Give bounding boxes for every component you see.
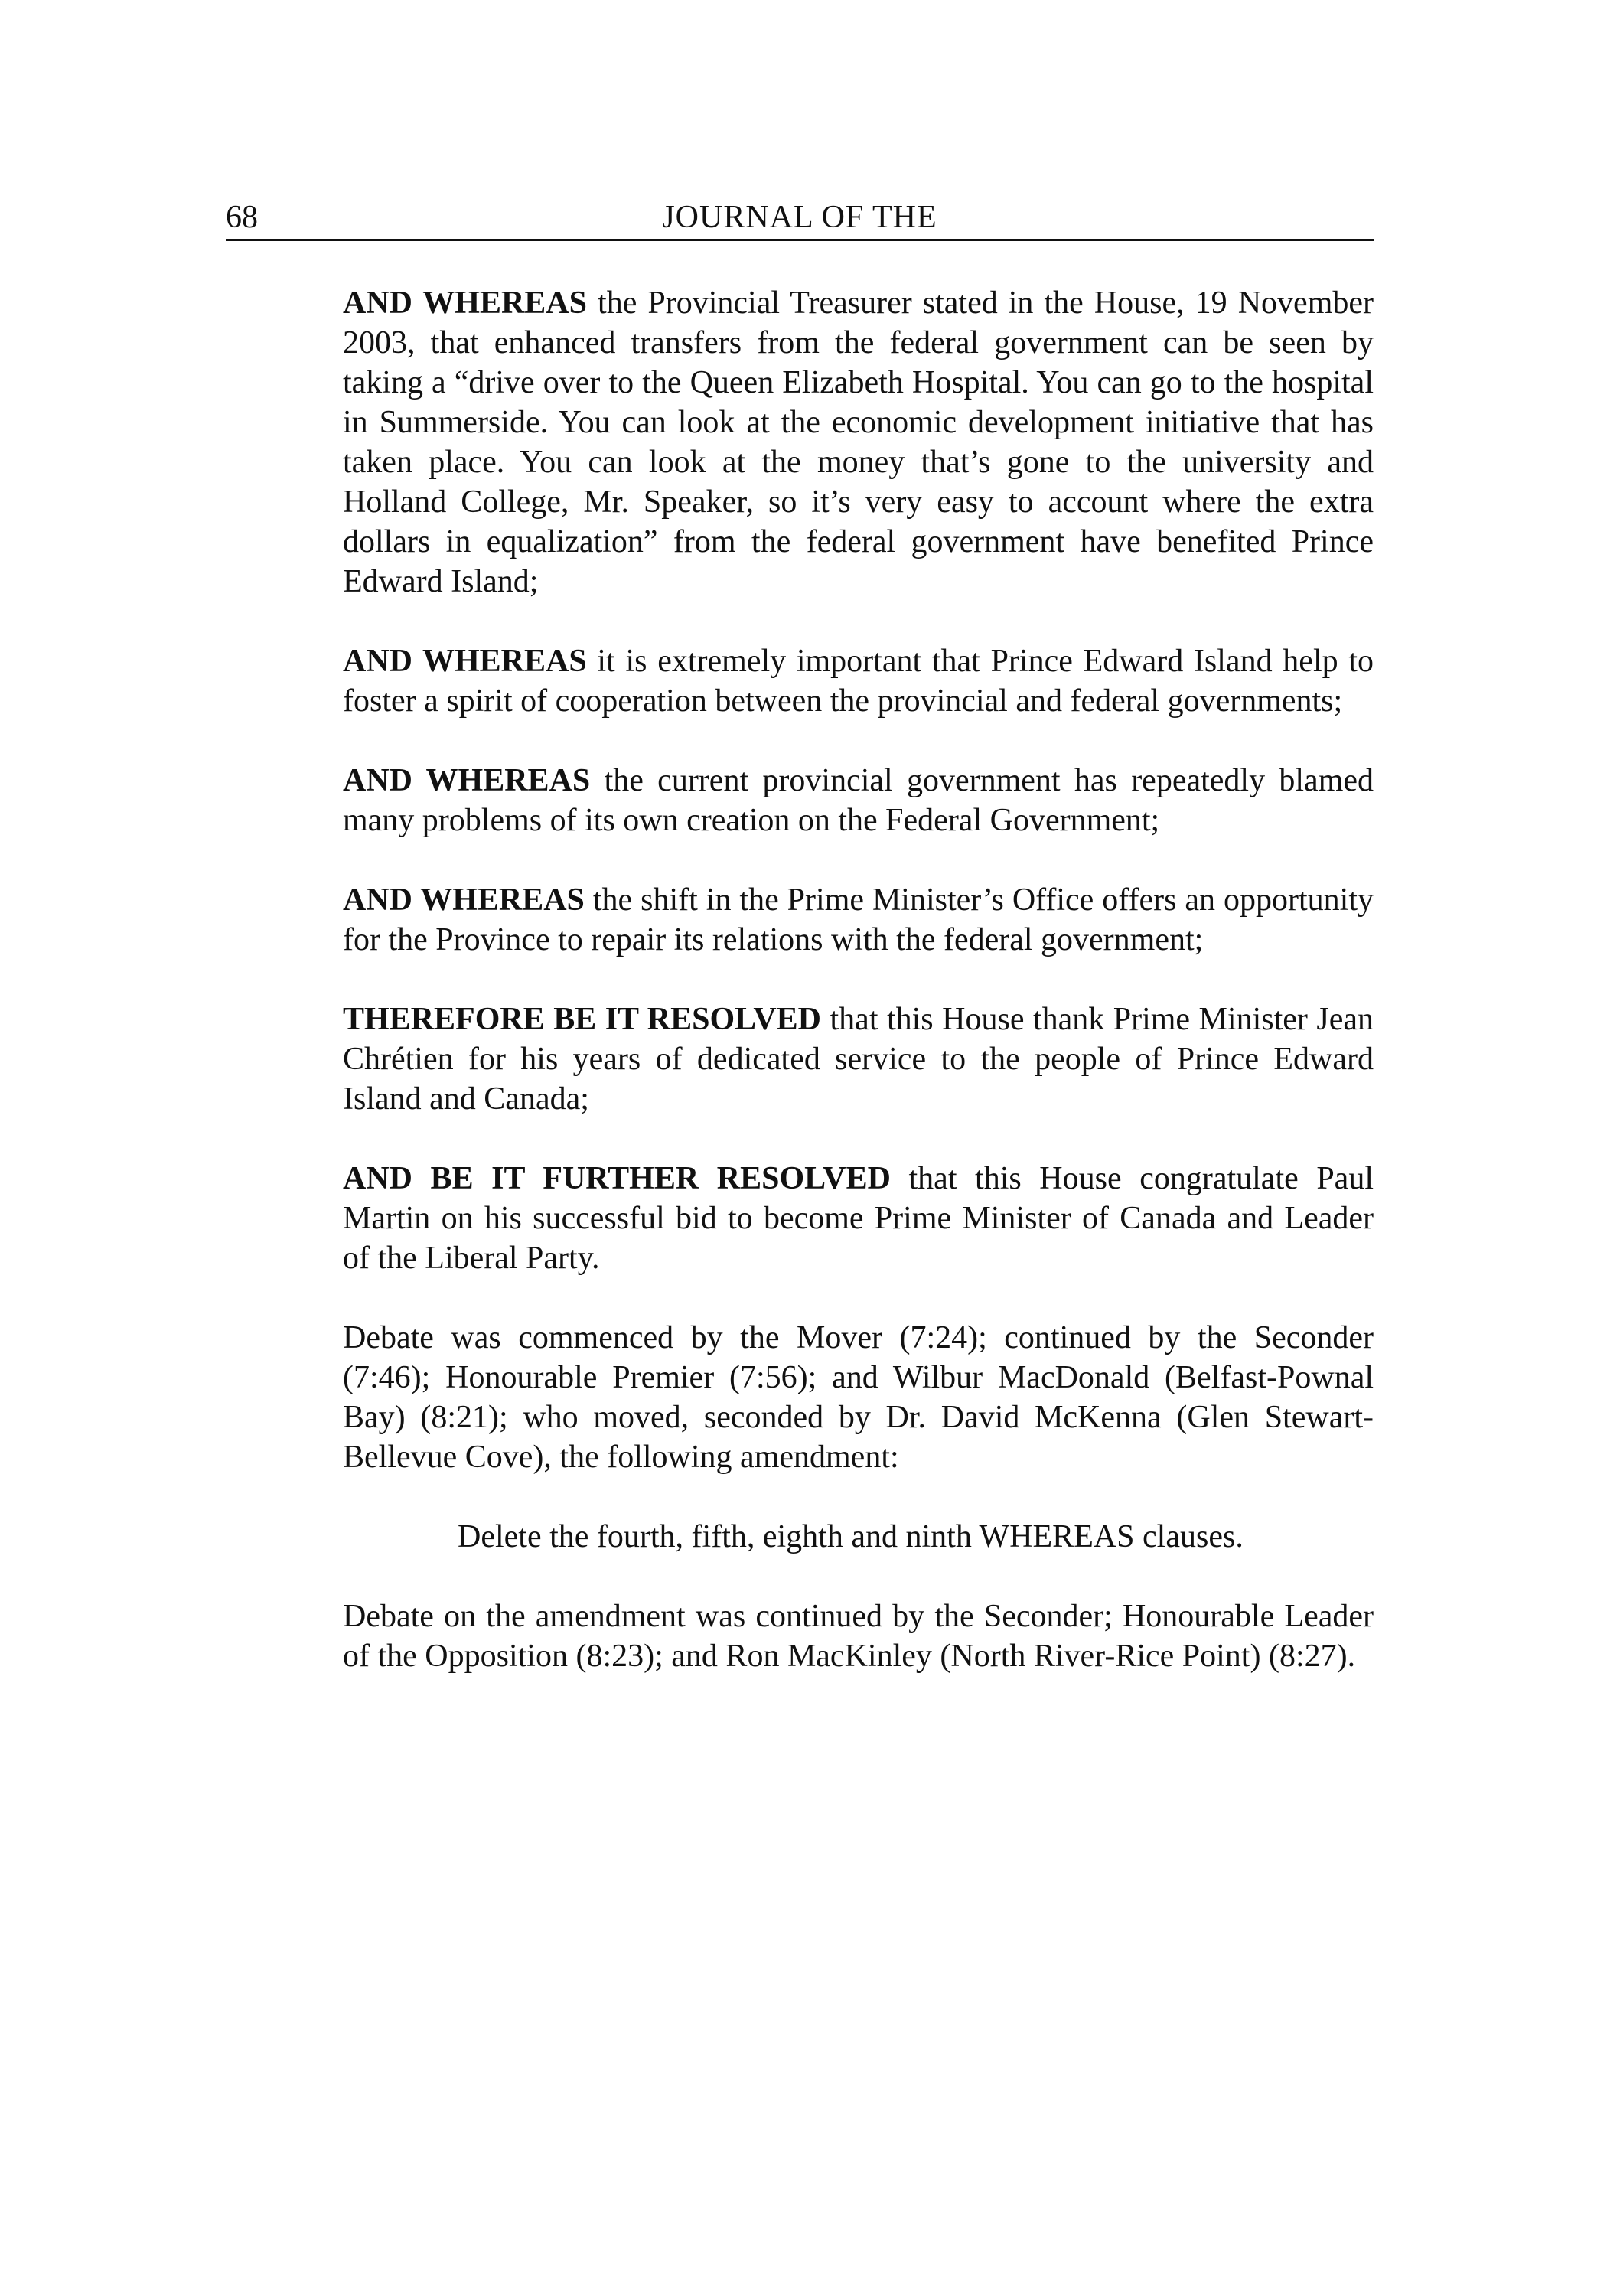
paragraph-text: the Provincial Treasurer stated in the House, 19 November 2003, that enhanced transfers from the federal government can be seen by taking a “drive over to the Queen Elizabeth Hospital. You can go to the hospital in Summerside. You can look at the economic development initiative that has taken place. You can look at the money that’s gone to the university and Holland College, Mr. Speaker, so it’s very easy to account where the extra dollars in equalization” from the federal government have benefited Prince Edward Island; (343, 285, 1374, 599)
page-body (343, 283, 1374, 1716)
paragraph-text: that this House congratulate Paul Martin on his successful bid to become Prime Minister of Canada and Leader of the Liberal Party. (343, 1161, 1374, 1276)
amendment-debate-paragraph: Debate on the amendment was continued by the Seconder; Honourable Leader of the Opposition (8:23); and Ron MacKinley (North River-Rice Point) (8:27). (343, 1599, 1374, 1674)
paragraph-lead: AND WHEREAS (343, 285, 587, 321)
resolution-paragraph (343, 761, 1374, 840)
paragraph-text: that this House thank Prime Minister Jean Chrétien for his years of dedicated service to the people of Prince Edward Island and Canada; (343, 1002, 1374, 1117)
running-title: JOURNAL OF THE (662, 200, 937, 235)
amendment-text: Delete the fourth, fifth, eighth and ninth WHEREAS clauses. (458, 1519, 1244, 1554)
paragraph-lead: AND WHEREAS (343, 644, 587, 679)
resolution-paragraph (343, 283, 1374, 602)
paragraph-text: it is extremely important that Prince Edward Island help to foster a spirit of cooperation between the provincial and federal governments; (343, 644, 1374, 719)
paragraph-text: the current provincial government has repeatedly blamed many problems of its own creation on the Federal Government; (343, 763, 1374, 838)
resolution-paragraph (343, 1000, 1374, 1119)
paragraph-text: the shift in the Prime Minister’s Office offers an opportunity for the Province to repair its relations with the federal government; (343, 882, 1374, 957)
resolution-paragraph (343, 641, 1374, 721)
paragraph-lead: AND BE IT FURTHER RESOLVED (343, 1161, 891, 1196)
paragraph-lead: THEREFORE BE IT RESOLVED (343, 1002, 822, 1037)
debate-paragraph: Debate was commenced by the Mover (7:24); continued by the Seconder (7:46); Honourable Premier (7:56); and Wilbur MacDonald (Belfast-Pownal Bay) (8:21); who moved, seconded by Dr. David McKenna (Glen Stewart-Bellevue Cove), the following amendment: (343, 1320, 1374, 1475)
paragraph-lead: AND WHEREAS (343, 763, 591, 798)
resolution-paragraph (343, 880, 1374, 960)
page-number: 68 (226, 200, 258, 235)
resolution-paragraph (343, 1159, 1374, 1278)
page-header (226, 196, 1374, 241)
paragraph-lead: AND WHEREAS (343, 882, 585, 918)
